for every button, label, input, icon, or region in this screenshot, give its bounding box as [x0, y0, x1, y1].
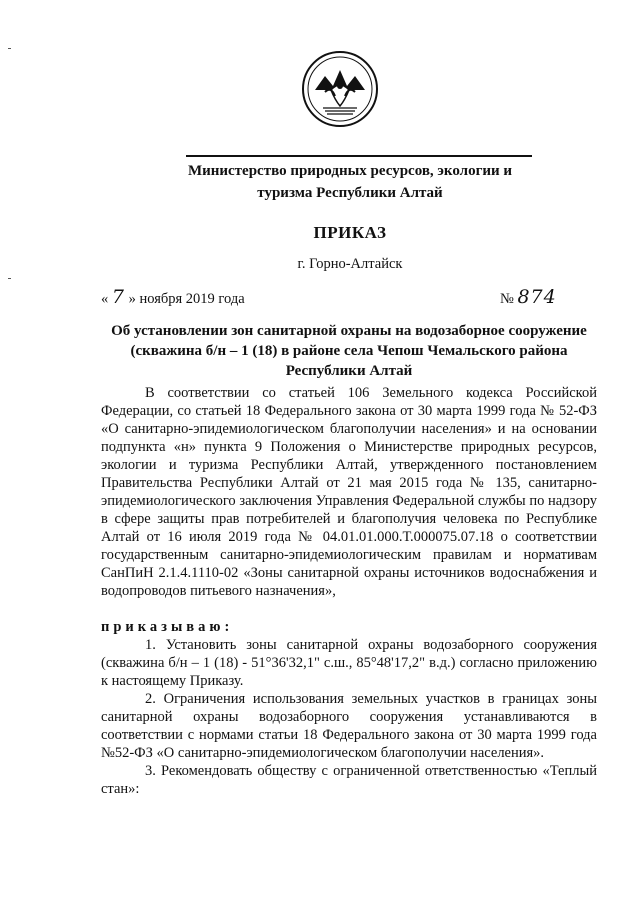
city: г. Горно-Алтайск — [297, 256, 403, 272]
number-label: № — [500, 291, 514, 307]
subject-line-3: Республики Алтай — [285, 363, 413, 379]
order-word: приказываю: — [101, 619, 234, 635]
ministry-line-1: Министерство природных ресурсов, экологии и — [187, 163, 513, 179]
order-subject — [101, 321, 597, 381]
emblem-icon — [301, 50, 379, 128]
date-day: 7 — [111, 286, 125, 308]
date-rest: » ноября 2019 года — [128, 291, 245, 307]
ministry-line-2: туризма Республики Алтай — [257, 185, 443, 201]
subject-line-1: Об установлении зон санитарной охраны на водозаборное сооружение — [111, 323, 587, 339]
order-item-2: 2. Ограничения использования земельных участков в границах зоны санитарной охраны водозаборного сооружения устанавливаются в соответствии с нормами статьи 18 Федерального закона от 30 марта 1999 года №52-ФЗ «О санитарно-эпидемиологическом благополучии населения». — [101, 691, 597, 761]
number-value: 874 — [517, 286, 557, 308]
order-date — [101, 286, 245, 308]
date-open-quote: « — [101, 291, 109, 307]
ministry-name — [150, 160, 550, 204]
subject-line-2: (скважина б/н – 1 (18) в районе села Чепош Чемальского района — [130, 343, 568, 359]
header-rule — [186, 155, 532, 157]
preamble-paragraph: В соответствии со статьей 106 Земельного кодекса Российской Федерации, со статьей 18 Федерального закона от 30 марта 1999 года № 52-ФЗ «О санитарно-эпидемиологическом благополучии населения» и на основании подпункта «н» пункта 9 Положения о Министерстве природных ресурсов, экологии и туризма Республики Алтай, утвержденного постановлением Правительства Республики Алтай от 21 мая 2015 года № 135, санитарно-эпидемиологического заключения Управления Федеральной службы по надзору в сфере защиты прав потребителей и благополучия человека по Республике Алтай от 16 июля 2019 года № 04.01.01.000.Т.000075.07.18 о соответствии государственным санитарно-эпидемиологическим правилам и нормативам СанПиН 2.1.4.1110-02 «Зоны санитарной охраны источников водоснабжения и водопроводов питьевого назначения», — [101, 385, 597, 599]
document-type: ПРИКАЗ — [313, 223, 387, 242]
order-item-3: 3. Рекомендовать обществу с ограниченной ответственностью «Теплый стан»: — [101, 763, 597, 797]
scan-mark — [8, 48, 11, 49]
scan-mark — [8, 278, 11, 279]
coat-of-arms-emblem — [301, 50, 379, 128]
order-number — [500, 286, 557, 308]
order-item-1: 1. Установить зоны санитарной охраны водозаборного сооружения (скважина б/н – 1 (18) - 51°36'32,1" с.ш., 85°48'17,2" в.д.) согласно приложению к настоящему Приказу. — [101, 637, 597, 689]
order-body — [101, 384, 597, 798]
